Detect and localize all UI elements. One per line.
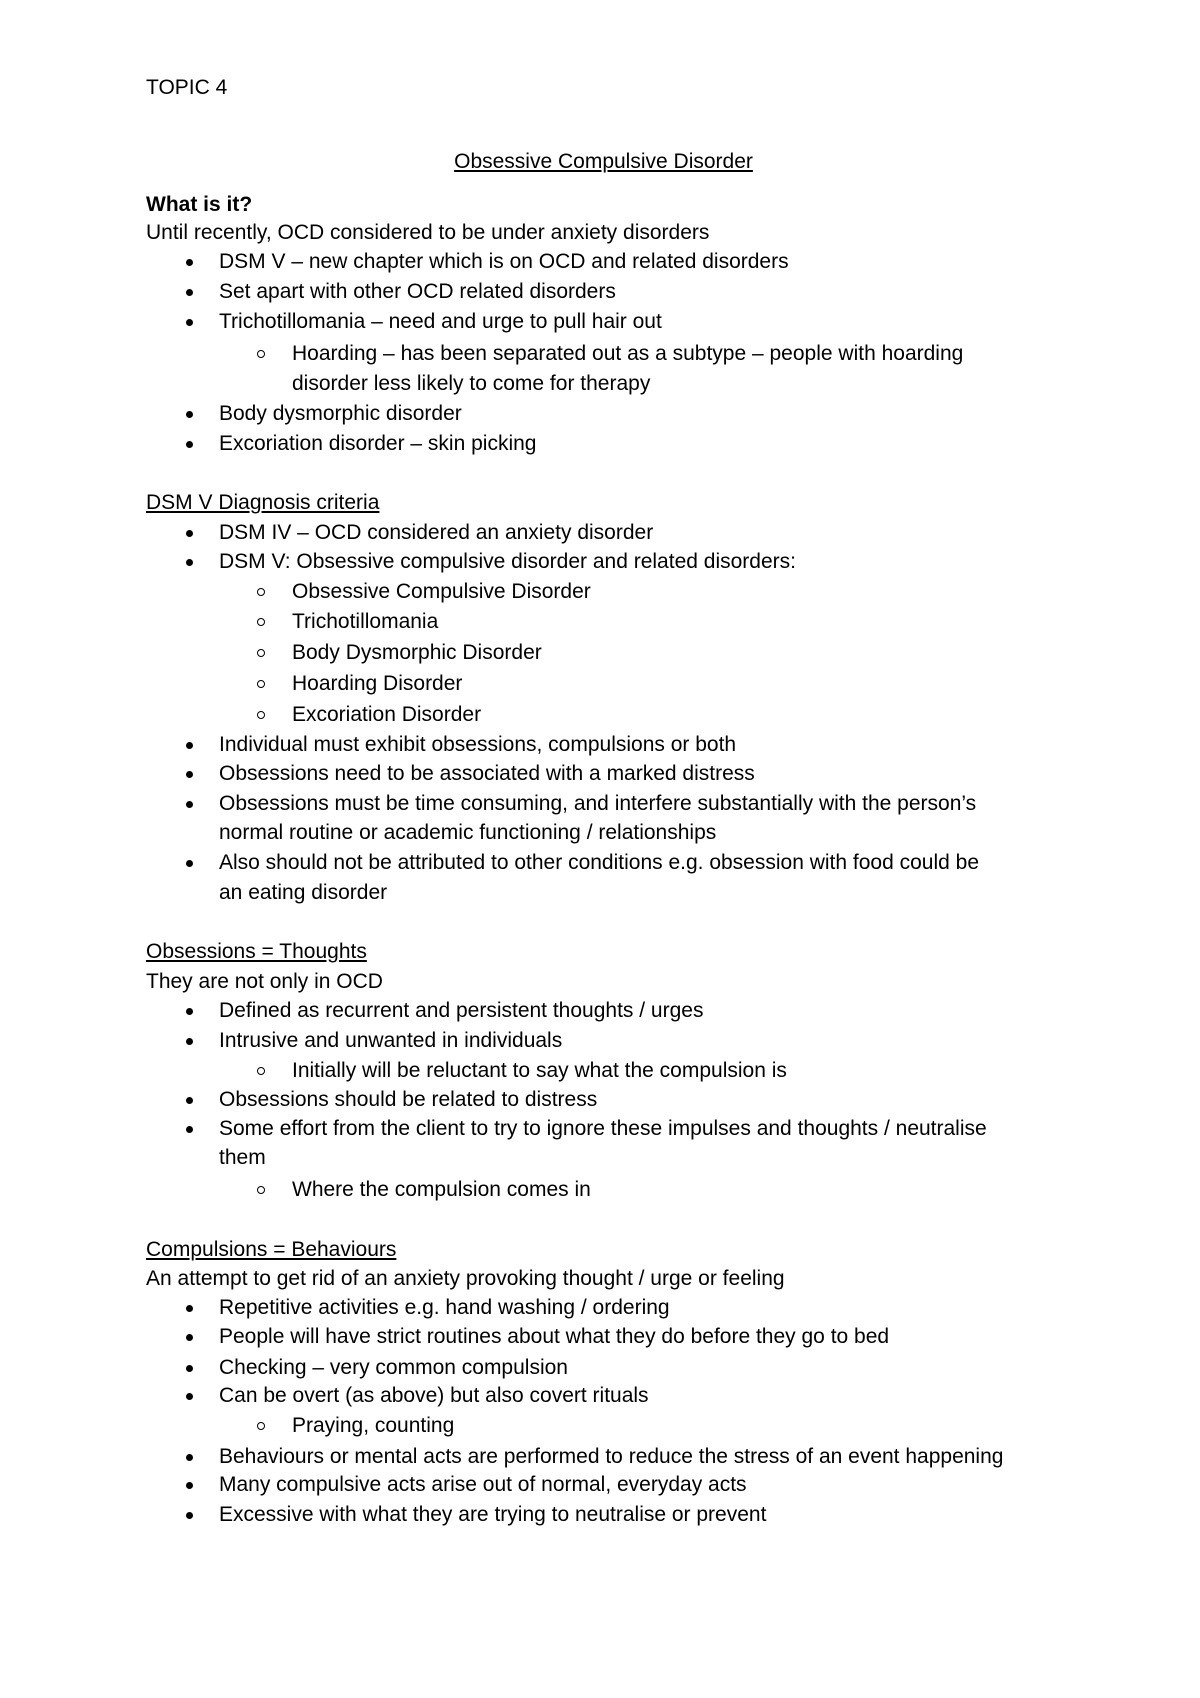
section-intro: An attempt to get rid of an anxiety provoking thought / urge or feeling [146, 1267, 785, 1290]
list-item: Intrusive and unwanted in individuals [219, 1029, 563, 1052]
list-item: Defined as recurrent and persistent thoughts / urges [219, 999, 704, 1022]
list-item: DSM IV – OCD considered an anxiety disorder [219, 521, 654, 544]
bullet-icon [186, 259, 193, 266]
sub-bullet-icon [257, 680, 265, 688]
bullet-icon [186, 1008, 193, 1015]
sub-bullet-icon [257, 1067, 265, 1075]
list-item: Some effort from the client to try to ignore these impulses and thoughts / neutralise [219, 1117, 987, 1140]
list-item: Also should not be attributed to other conditions e.g. obsession with food could be [219, 851, 979, 874]
section-intro: They are not only in OCD [146, 970, 383, 993]
list-item: Can be overt (as above) but also covert rituals [219, 1384, 649, 1407]
sub-bullet-icon [257, 350, 265, 358]
list-item: Trichotillomania – need and urge to pull hair out [219, 310, 662, 333]
document-title: Obsessive Compulsive Disorder [454, 150, 753, 173]
list-item: an eating disorder [219, 881, 388, 904]
list-item: Obsessions must be time consuming, and interfere substantially with the person’s [219, 792, 977, 815]
sub-list-item: Praying, counting [292, 1414, 455, 1437]
list-item: DSM V: Obsessive compulsive disorder and related disorders: [219, 550, 796, 573]
list-item: normal routine or academic functioning / relationships [219, 821, 717, 844]
section-heading: Compulsions = Behaviours [146, 1238, 397, 1261]
list-item: Obsessions should be related to distress [219, 1088, 598, 1111]
bullet-icon [186, 1454, 193, 1461]
section-heading: Obsessions = Thoughts [146, 940, 367, 963]
bullet-icon [186, 1393, 193, 1400]
sub-list-item: Hoarding – has been separated out as a subtype – people with hoarding [292, 342, 964, 365]
sub-bullet-icon [257, 1422, 265, 1430]
bullet-icon [186, 559, 193, 566]
sub-list-item: Where the compulsion comes in [292, 1178, 591, 1201]
list-item: Excessive with what they are trying to neutralise or prevent [219, 1503, 767, 1526]
list-item: People will have strict routines about what they do before they go to bed [219, 1325, 890, 1348]
bullet-icon [186, 441, 193, 448]
bullet-icon [186, 1482, 193, 1489]
bullet-icon [186, 289, 193, 296]
sub-bullet-icon [257, 618, 265, 626]
list-item: DSM V – new chapter which is on OCD and related disorders [219, 250, 789, 273]
bullet-icon [186, 530, 193, 537]
bullet-icon [186, 860, 193, 867]
bullet-icon [186, 742, 193, 749]
sub-list-item: Hoarding Disorder [292, 672, 463, 695]
bullet-icon [186, 1038, 193, 1045]
sub-list-item: Trichotillomania [292, 610, 439, 633]
list-item: Excoriation disorder – skin picking [219, 432, 537, 455]
bullet-icon [186, 319, 193, 326]
sub-list-item: Excoriation Disorder [292, 703, 482, 726]
section-intro: Until recently, OCD considered to be under anxiety disorders [146, 221, 710, 244]
sub-bullet-icon [257, 588, 265, 596]
section-heading: DSM V Diagnosis criteria [146, 491, 380, 514]
sub-list-item: Body Dysmorphic Disorder [292, 641, 542, 664]
sub-list-item: disorder less likely to come for therapy [292, 372, 651, 395]
list-item: Set apart with other OCD related disorders [219, 280, 616, 303]
bullet-icon [186, 1305, 193, 1312]
list-item: Checking – very common compulsion [219, 1356, 568, 1379]
list-item: Individual must exhibit obsessions, compulsions or both [219, 733, 737, 756]
bullet-icon [186, 771, 193, 778]
list-item: Many compulsive acts arise out of normal, everyday acts [219, 1473, 747, 1496]
bullet-icon [186, 801, 193, 808]
bullet-icon [186, 1365, 193, 1372]
sub-bullet-icon [257, 1186, 265, 1194]
bullet-icon [186, 1512, 193, 1519]
list-item: Repetitive activities e.g. hand washing / ordering [219, 1296, 670, 1319]
bullet-icon [186, 1334, 193, 1341]
section-heading: What is it? [146, 193, 253, 216]
topic-label: TOPIC 4 [146, 76, 228, 99]
sub-bullet-icon [257, 711, 265, 719]
bullet-icon [186, 1126, 193, 1133]
list-item: Obsessions need to be associated with a marked distress [219, 762, 755, 785]
bullet-icon [186, 411, 193, 418]
list-item: Body dysmorphic disorder [219, 402, 462, 425]
list-item: them [219, 1146, 266, 1169]
sub-list-item: Obsessive Compulsive Disorder [292, 580, 591, 603]
list-item: Behaviours or mental acts are performed to reduce the stress of an event happening [219, 1445, 1004, 1468]
sub-bullet-icon [257, 649, 265, 657]
bullet-icon [186, 1097, 193, 1104]
sub-list-item: Initially will be reluctant to say what the compulsion is [292, 1059, 787, 1082]
